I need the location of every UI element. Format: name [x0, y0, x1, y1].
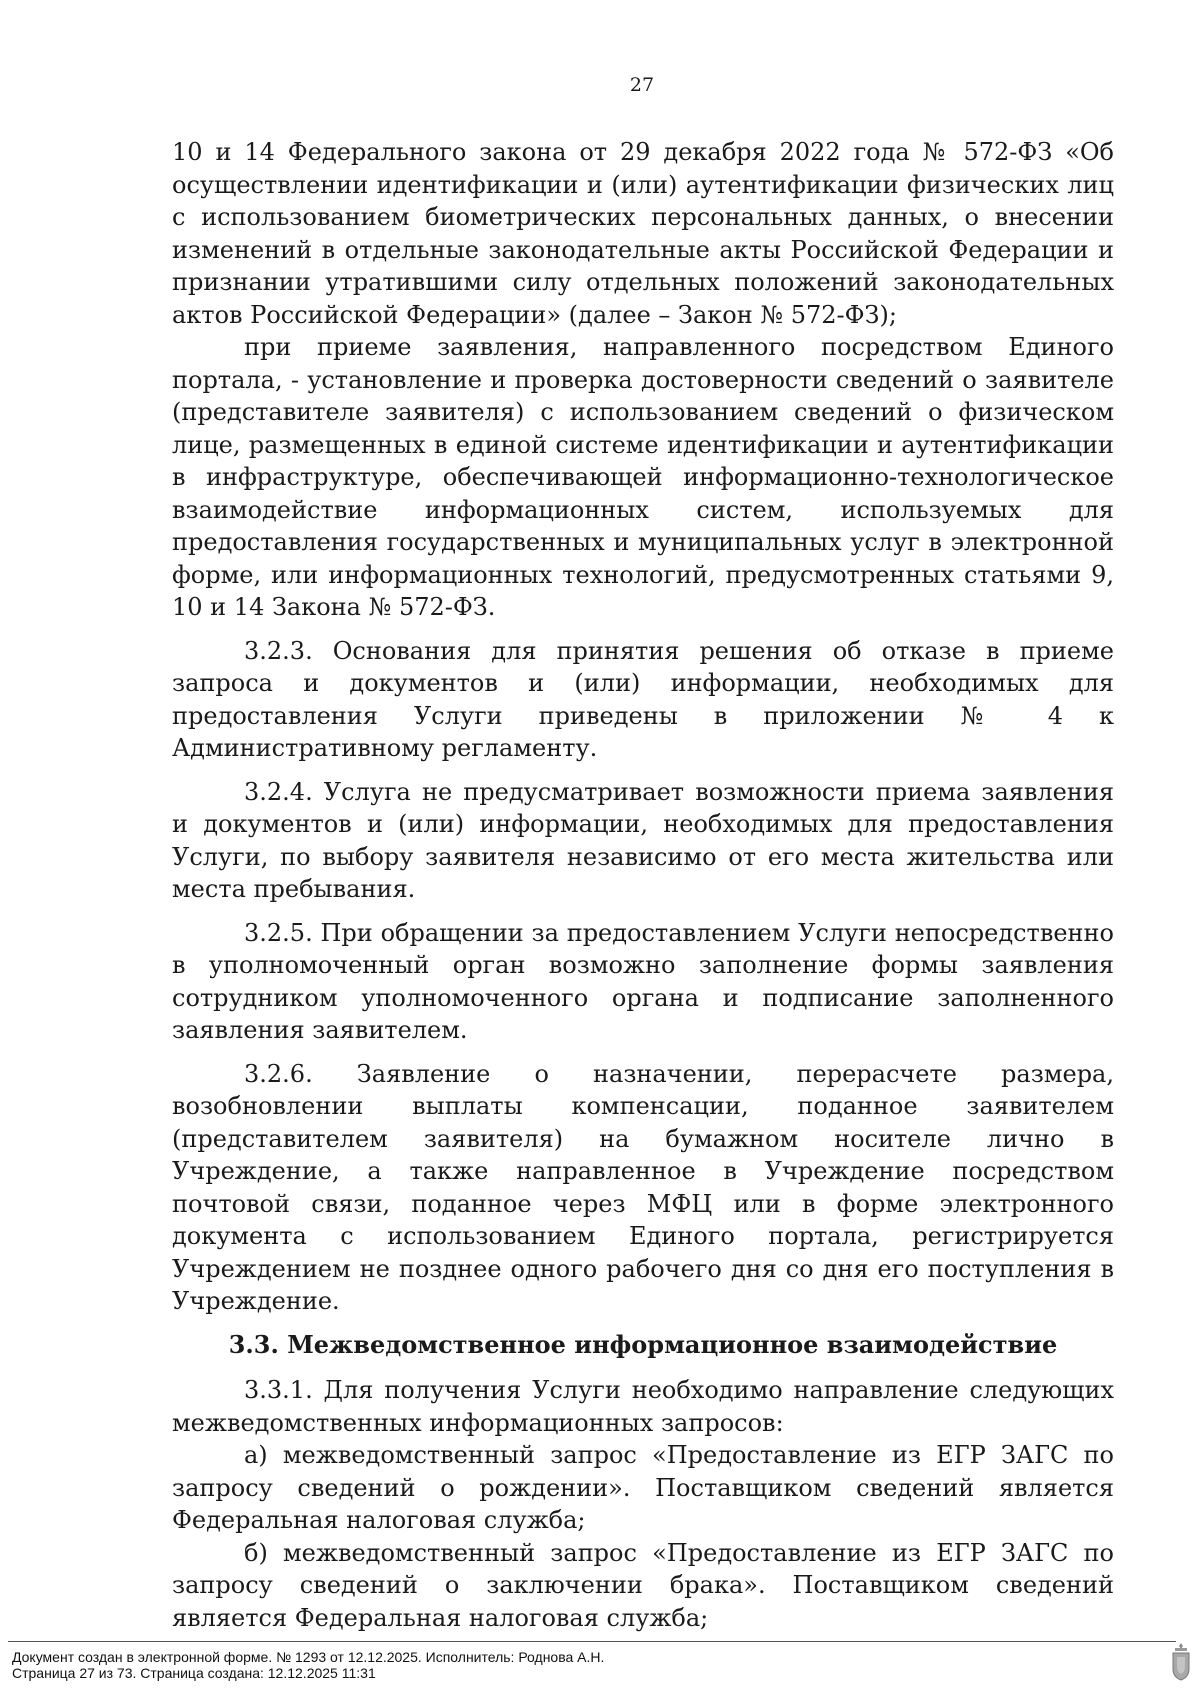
page-number: 27	[629, 74, 655, 96]
footer-divider	[8, 1641, 1176, 1642]
footer-page-info: Страница 27 из 73. Страница создана: 12.12.2025 11:31	[12, 1665, 376, 1681]
paragraph-portal-verification: при приеме заявления, направленного посредством Единого портала, - установление и проверка достоверности сведений о заявителе (представителе заявителя) с использованием сведений о физическом лице, размещенных в единой системе идентификации и аутентификации в инфраструктуре, обеспечивающей информационно-технологическое взаимодействие информационных систем, используемых для предоставления государственных и муниципальных услуг в электронной форме, или информационных технологий, предусмотренных статьями 9, 10 и 14 Закона № 572-ФЗ.	[172, 333, 1114, 621]
paragraph-3-3-1: 3.3.1. Для получения Услуги необходимо направление следующих межведомственных информационных запросов:	[172, 1376, 1114, 1437]
document-body	[172, 136, 1114, 1634]
footer	[12, 1649, 1012, 1681]
paragraph-3-2-6: 3.2.6. Заявление о назначении, перерасчете размера, возобновлении выплаты компенсации, поданное заявителем (представителем заявителя) на бумажном носителе лично в Учреждение, а также направленное в Учреждение посредством почтовой связи, поданное через МФЦ или в форме электронного документа с использованием Единого портала, регистрируется Учреждением не позднее одного рабочего дня со дня его поступления в Учреждение.	[172, 1059, 1114, 1315]
paragraph-3-2-5: 3.2.5. При обращении за предоставлением Услуги непосредственно в уполномоченный орган возможно заполнение формы заявления сотрудником уполномоченного органа и подписание заполненного заявления заявителем.	[172, 918, 1114, 1044]
paragraph-3-2-3: 3.2.3. Основания для принятия решения об отказе в приеме запроса и документов и (или) информации, необходимых для предоставления Услуги приведены в приложении № 4 к Административному регламенту.	[172, 636, 1114, 762]
paragraph-3-2-4: 3.2.4. Услуга не предусматривает возможности приема заявления и документов и (или) информации, необходимых для предоставления Услуги, по выбору заявителя независимо от его места жительства или места пребывания.	[172, 777, 1114, 903]
footer-document-info: Документ создан в электронной форме. № 1293 от 12.12.2025. Исполнитель: Роднова А.Н.	[12, 1649, 605, 1665]
list-item-a: а) межведомственный запрос «Предоставление из ЕГР ЗАГС по запросу сведений о рождении». Поставщиком сведений является Федеральная налоговая служба;	[172, 1441, 1114, 1534]
paragraph-law-reference: 10 и 14 Федерального закона от 29 декабря 2022 года № 572-ФЗ «Об осуществлении идентификации и (или) аутентификации физических лиц с использованием биометрических персональных данных, о внесении изменений в отдельные законодательные акты Российской Федерации и признании утратившими силу отдельных положений законодательных актов Российской Федерации» (далее – Закон № 572-ФЗ);	[172, 138, 1114, 329]
emblem-icon	[1170, 1641, 1192, 1681]
section-heading-3-3: 3.3. Межведомственное информационное взаимодействие	[228, 1329, 1058, 1359]
list-item-b: б) межведомственный запрос «Предоставление из ЕГР ЗАГС по запросу сведений о заключении брака». Поставщиком сведений является Федеральная налоговая служба;	[172, 1538, 1114, 1632]
